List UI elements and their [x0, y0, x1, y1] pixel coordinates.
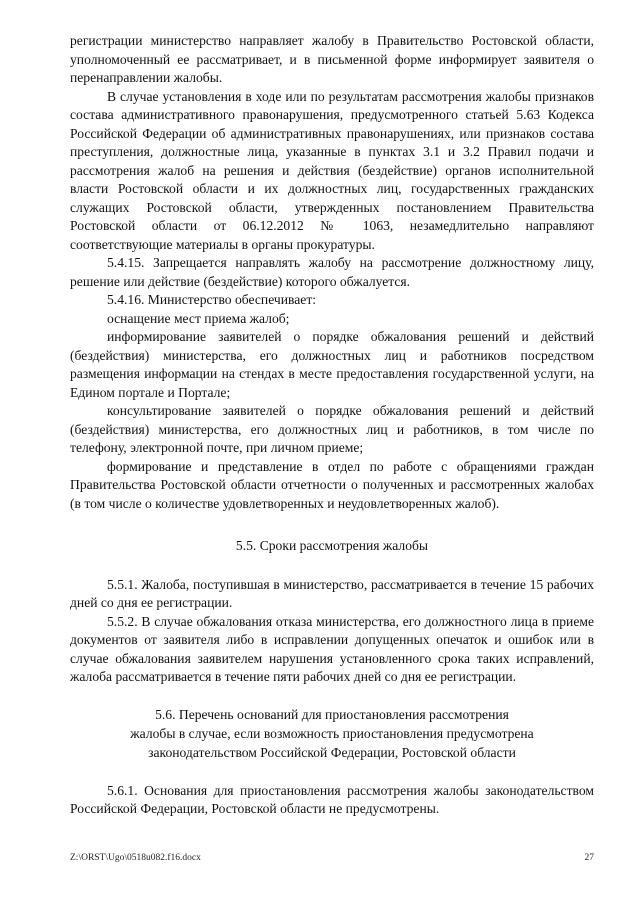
section-heading-5-6-line-3: законодательством Российской Федерации, Ростовской области	[148, 744, 516, 760]
paragraph-5-5-2: 5.5.2. В случае обжалования отказа министерства, его должностного лица в приеме документов от заявителя либо в исправлении допущенных опечаток и ошибок или в случае обжалования заявителем нарушения установленного срока таких исправлений, жалоба рассматривается в течение пяти рабочих дней со дня ее регистрации.	[70, 613, 594, 684]
list-item-equipment: оснащение мест приема жалоб;	[107, 310, 290, 326]
file-path: Z:\ORST\Ugo\0518u082.f16.docx	[70, 853, 201, 863]
list-item-informing: информирование заявителей о порядке обжалования решений и действий (бездействия) министерства, его должностных лиц и работников посредством размещения информации на стендах в месте предоставления государственной услуги, на Едином портале и Портале;	[70, 329, 594, 400]
list-item-consulting: консультирование заявителей о порядке обжалования решений и действий (бездействия) министерства, его должностных лиц и работников, в том числе по телефону, электронной почте, при личном приеме;	[70, 403, 594, 455]
section-heading-5-6	[70, 705, 594, 762]
paragraph-5-6-1: 5.6.1. Основания для приостановления рассмотрения жалобы законодательством Российской Федерации, Ростовской области не предусмотрены.	[70, 782, 594, 816]
page-number: 27	[584, 853, 594, 863]
list-item-reporting: формирование и представление в отдел по работе с обращениями граждан Правительства Ростовской области отчетности о полученных и рассмотренных жалобах (в том числе о количестве удовлетворенных и неудовлетворенных жалоб).	[70, 458, 594, 511]
section-heading-5-5: 5.5. Сроки рассмотрения жалобы	[235, 538, 429, 553]
section-heading-5-6-line-1: 5.6. Перечень оснований для приостановления рассмотрения	[155, 706, 509, 722]
paragraph-prosecution-referral: В случае установления в ходе или по результатам рассмотрения жалобы признаков состава административного правонарушения, предусмотренного статьей 5.63 Кодекса Российской Федерации об административных правонарушениях, или признаков состава преступления, должностные лица, указанные в пунктах 3.1 и 3.2 Правил подачи и рассмотрения жалоб на решения и действия (бездействие) органов исполнительной власти Ростовской области и их должностных лиц, государственных гражданских служащих Ростовской области, утвержденных постановлением Правительства Ростовской области от 06.12.2012 № 1063, незамедлительно направляют соответствующие материалы в органы прокуратуры.	[70, 88, 594, 252]
paragraph-5-4-16: 5.4.16. Министерство обеспечивает:	[107, 292, 317, 307]
paragraph-5-4-15: 5.4.15. Запрещается направлять жалобу на рассмотрение должностному лицу, решение или действие (бездействие) которого обжалуется.	[70, 255, 594, 289]
section-heading-5-6-line-2: жалобы в случае, если возможность приостановления предусмотрена	[130, 725, 534, 741]
paragraph-continuation: регистрации министерство направляет жалобу в Правительство Ростовской области, уполномоченный ее рассматривает, и в письменной форме информирует заявителя о перенаправлении жалобы.	[70, 33, 594, 85]
paragraph-5-5-1: 5.5.1. Жалоба, поступившая в министерство, рассматривается в течение 15 рабочих дней со дня ее регистрации.	[70, 576, 594, 610]
document-body	[70, 32, 594, 819]
